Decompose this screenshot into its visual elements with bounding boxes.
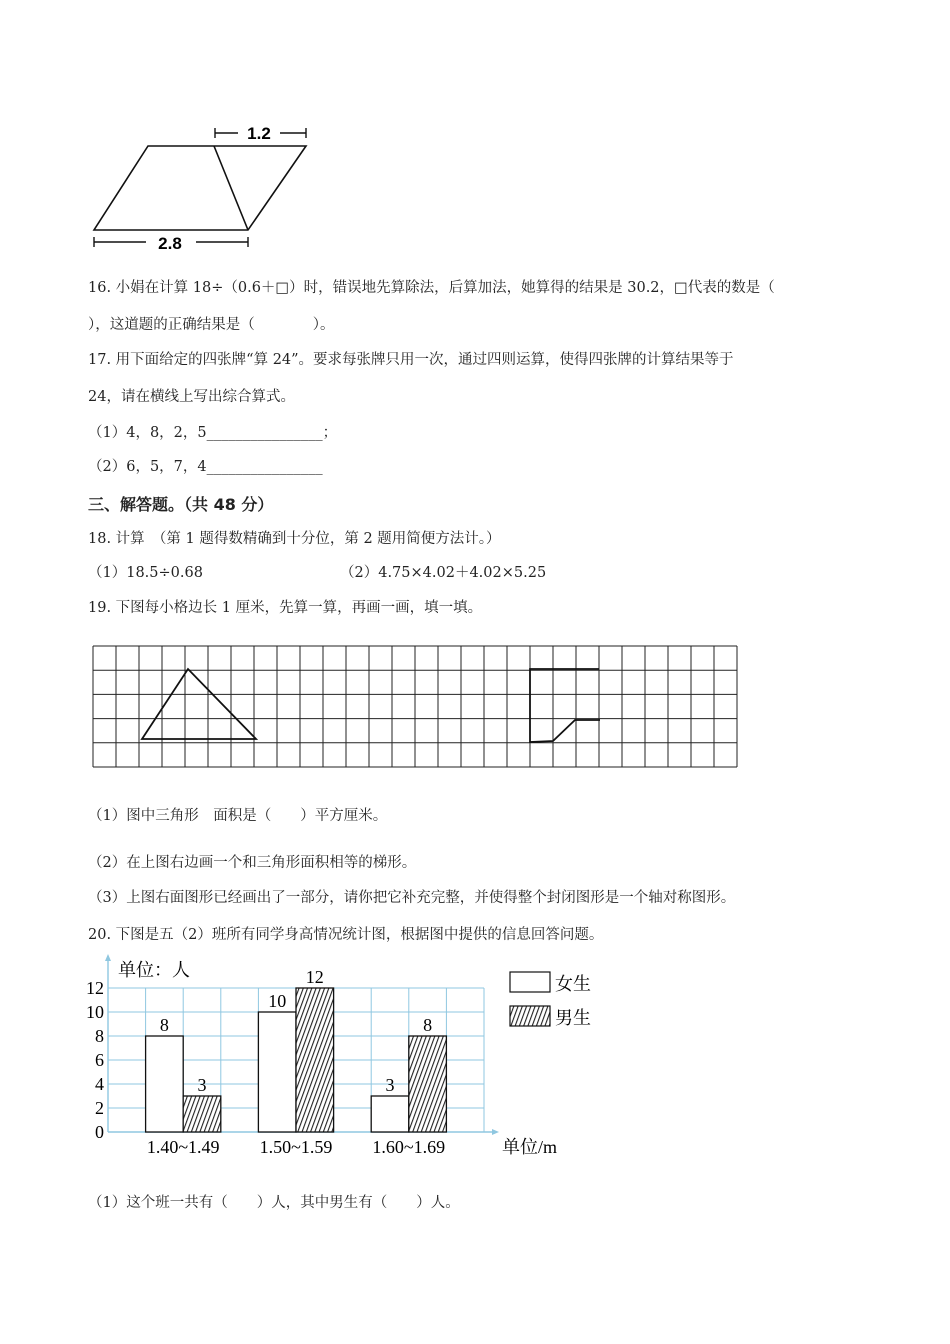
x-category-label: 1.40~1.49 bbox=[146, 1137, 220, 1157]
x-axis-label: 单位/m bbox=[502, 1137, 558, 1157]
legend-swatch bbox=[510, 1006, 550, 1026]
y-tick-label: 4 bbox=[95, 1074, 104, 1094]
triangle-shape bbox=[142, 669, 256, 739]
legend-label: 女生 bbox=[555, 974, 591, 994]
q20-part1: （1）这个班一共有（ ）人，其中男生有（ ）人。 bbox=[88, 1195, 460, 1211]
bottom-dimension-label: 2.8 bbox=[158, 234, 182, 253]
q17-part1: （1）4，8，2，5________________； bbox=[88, 425, 338, 441]
q20-title: 20. 下图是五（2）班所有同学身高情况统计图，根据图中提供的信息回答问题。 bbox=[88, 927, 604, 943]
y-tick-label: 6 bbox=[95, 1050, 104, 1070]
bar-boys bbox=[183, 1096, 221, 1132]
bar-value-label: 8 bbox=[423, 1015, 433, 1035]
y-tick-label: 12 bbox=[86, 978, 104, 998]
q17-part2: （2）6，5，7，4________________ bbox=[88, 459, 323, 475]
legend-label: 男生 bbox=[555, 1008, 591, 1028]
chart-x-arrow bbox=[492, 1129, 499, 1135]
parallelogram-diagonal bbox=[214, 146, 248, 230]
bar-value-label: 3 bbox=[197, 1075, 207, 1095]
q19-part2: （2）在上图右边画一个和三角形面积相等的梯形。 bbox=[88, 855, 417, 871]
bar-value-label: 10 bbox=[268, 991, 287, 1011]
height-bar-chart bbox=[86, 952, 606, 1162]
bar-girls bbox=[258, 1012, 296, 1132]
chart-y-arrow bbox=[105, 954, 111, 961]
q18-title: 18. 计算 （第 1 题得数精确到十分位，第 2 题用简便方法计。） bbox=[88, 531, 501, 547]
q18-part2: （2）4.75×4.02＋4.02×5.25 bbox=[340, 565, 547, 581]
x-category-label: 1.50~1.59 bbox=[259, 1137, 333, 1157]
bar-girls bbox=[146, 1036, 184, 1132]
top-dimension-label: 1.2 bbox=[247, 124, 271, 143]
y-tick-label: 0 bbox=[95, 1122, 104, 1142]
q19-part1: （1）图中三角形 面积是（ ）平方厘米。 bbox=[88, 808, 388, 824]
q16-line1: 16. 小娟在计算 18÷（0.6＋□）时，错误地先算除法，后算加法，她算得的结果是 30.2，□代表的数是（ bbox=[88, 280, 775, 296]
q18-part1: （1）18.5÷0.68 bbox=[88, 565, 203, 581]
bar-value-label: 3 bbox=[385, 1075, 395, 1095]
q17-line2: 24，请在横线上写出综合算式。 bbox=[88, 389, 295, 405]
q19-title: 19. 下图每小格边长 1 厘米，先算一算，再画一画，填一填。 bbox=[88, 600, 483, 616]
grid-lines bbox=[93, 646, 737, 767]
x-category-label: 1.60~1.69 bbox=[372, 1137, 446, 1157]
parallelogram-shape bbox=[94, 146, 306, 230]
bar-girls bbox=[371, 1096, 409, 1132]
bar-boys bbox=[296, 988, 334, 1132]
square-grid-figure bbox=[92, 642, 742, 772]
partial-figure bbox=[530, 669, 600, 742]
y-tick-label: 10 bbox=[86, 1002, 104, 1022]
q19-part3: （3）上图右面图形已经画出了一部分，请你把它补充完整，并使得整个封闭图形是一个轴对称图形。 bbox=[88, 890, 736, 906]
q16-line2: ），这道题的正确结果是（ ）。 bbox=[88, 317, 335, 333]
y-tick-label: 8 bbox=[95, 1026, 104, 1046]
section-3-heading: 三、解答题。（共 48 分） bbox=[88, 495, 274, 514]
legend-swatch bbox=[510, 972, 550, 992]
y-axis-label: 单位：人 bbox=[118, 960, 190, 980]
bar-boys bbox=[409, 1036, 447, 1132]
q17-line1: 17. 用下面给定的四张牌“算 24”。要求每张牌只用一次，通过四则运算，使得四张牌的计算结果等于 bbox=[88, 352, 734, 368]
y-tick-label: 2 bbox=[95, 1098, 104, 1118]
bar-value-label: 8 bbox=[159, 1015, 169, 1035]
bar-value-label: 12 bbox=[305, 967, 324, 987]
parallelogram-figure bbox=[88, 118, 328, 258]
